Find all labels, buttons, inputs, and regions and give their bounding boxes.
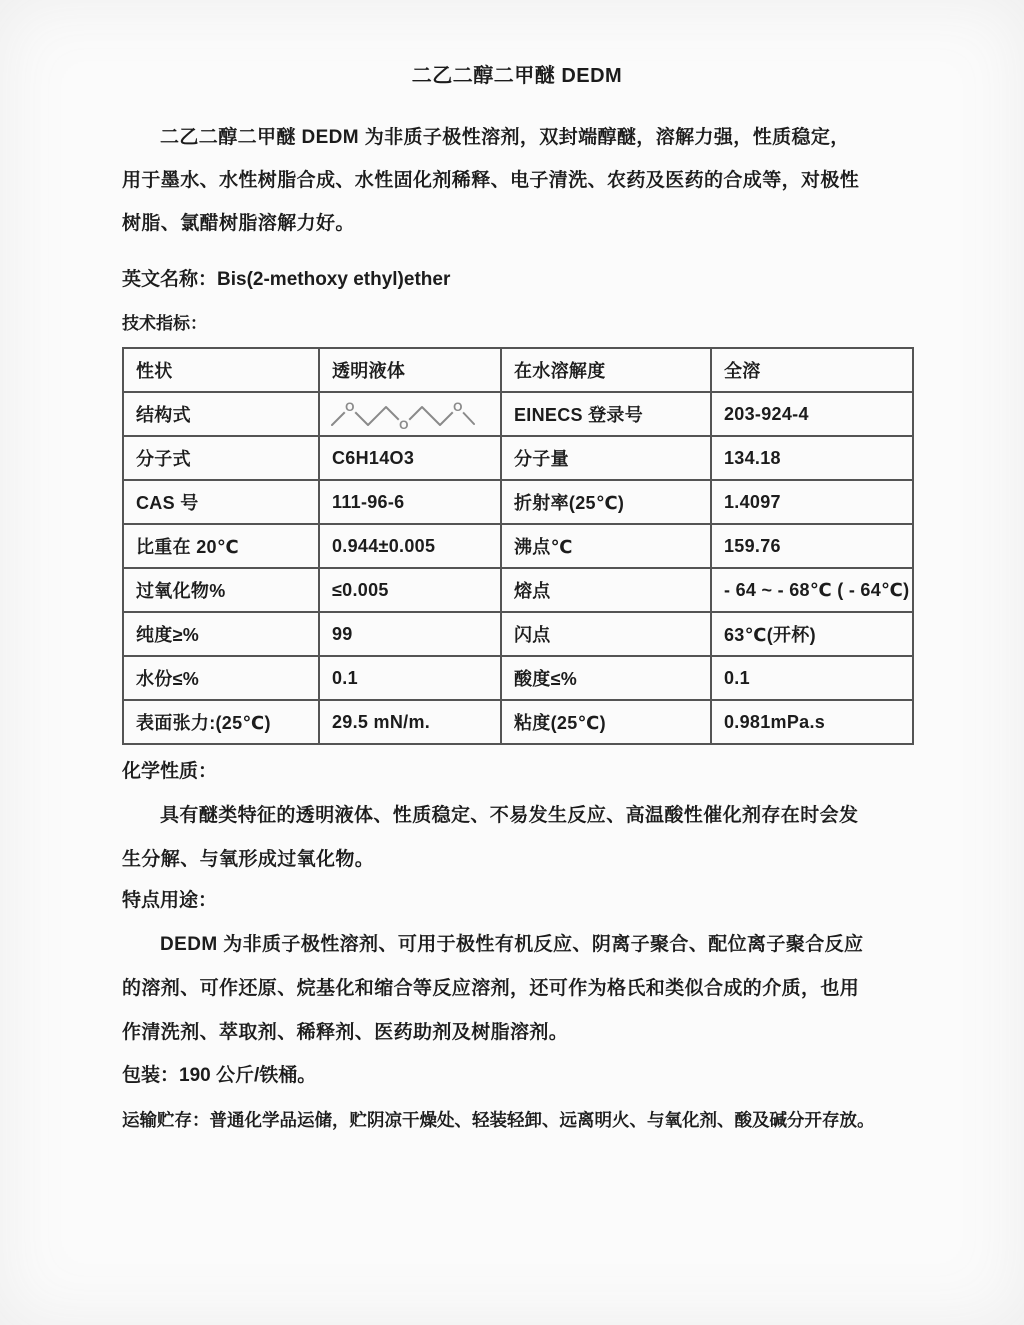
- chemical-properties-paragraph: [122, 794, 912, 882]
- spec-table: [122, 347, 914, 745]
- spec-value-cell: 159.76: [711, 524, 913, 568]
- spec-label-cell: 纯度≥%: [123, 612, 319, 656]
- table-row: [123, 612, 913, 656]
- chemical-properties-heading: 化学性质：: [122, 761, 218, 782]
- tech-spec-heading: 技术指标：: [122, 314, 207, 333]
- oxygen-atom-label: O: [399, 418, 409, 431]
- spec-value-cell: 全溶: [711, 348, 913, 392]
- table-row: [123, 568, 913, 612]
- spec-label-cell: 闪点: [501, 612, 711, 656]
- table-row: [123, 480, 913, 524]
- intro-line: 用于墨水、水性树脂合成、水性固化剂稀释、电子清洗、农药及医药的合成等，对极性: [122, 170, 860, 191]
- english-name-value: Bis(2-methoxy ethyl)ether: [217, 269, 451, 290]
- features-usage-heading: 特点用途：: [122, 890, 218, 911]
- packaging-line: 包装：190 公斤/铁桶。: [122, 1065, 317, 1086]
- spec-value-cell: 63℃(开杯): [711, 612, 913, 656]
- spec-value-cell: 0.1: [711, 656, 913, 700]
- spec-label-cell: 结构式: [123, 392, 319, 436]
- spec-value-cell: 29.5 mN/m.: [319, 700, 501, 744]
- spec-value-cell: 0.981mPa.s: [711, 700, 913, 744]
- spec-label-cell: 分子式: [123, 436, 319, 480]
- spec-label-cell: 酸度≤%: [501, 656, 711, 700]
- table-row: [123, 524, 913, 568]
- intro-line: 树脂、氯醋树脂溶解力好。: [122, 213, 355, 234]
- spec-value-cell: C6H14O3: [319, 436, 501, 480]
- spec-value-cell: - 64 ~ - 68℃ ( - 64℃): [711, 568, 913, 612]
- spec-label-cell: 在水溶解度: [501, 348, 711, 392]
- oxygen-atom-label: O: [453, 400, 463, 414]
- table-row: [123, 436, 913, 480]
- chem-props-line: 生分解、与氧形成过氧化物。: [122, 849, 375, 870]
- spec-value-cell: 203-924-4: [711, 392, 913, 436]
- table-row: [123, 656, 913, 700]
- spec-value-cell: ≤0.005: [319, 568, 501, 612]
- english-name-line: [122, 267, 912, 293]
- spec-value-cell: 0.944±0.005: [319, 524, 501, 568]
- page-title: 二乙二醇二甲醚 DEDM: [411, 65, 623, 87]
- spec-label-cell: 分子量: [501, 436, 711, 480]
- spec-label-cell: 粘度(25℃): [501, 700, 711, 744]
- spec-label-cell: 表面张力:(25℃): [123, 700, 319, 744]
- intro-paragraph: [122, 116, 912, 245]
- spec-label-cell: 沸点℃: [501, 524, 711, 568]
- spec-value-cell: 134.18: [711, 436, 913, 480]
- oxygen-atom-label: O: [345, 400, 355, 414]
- spec-value-cell: 111-96-6: [319, 480, 501, 524]
- chemical-structure-diagram: [326, 397, 476, 431]
- spec-label-cell: EINECS 登录号: [501, 392, 711, 436]
- chem-props-line: 具有醚类特征的透明液体、性质稳定、不易发生反应、高温酸性催化剂存在时会发: [160, 805, 859, 826]
- spec-label-cell: 比重在 20℃: [123, 524, 319, 568]
- spec-label-cell: 水份≤%: [123, 656, 319, 700]
- spec-value-cell: 1.4097: [711, 480, 913, 524]
- table-row: [123, 348, 913, 392]
- table-row: [123, 700, 913, 744]
- spec-value-cell: 0.1: [319, 656, 501, 700]
- transport-storage-line: 运输贮存：普通化学品运储，贮阴凉干燥处、轻装轻卸、远离明火、与氧化剂、酸及碱分开存放。: [122, 1110, 875, 1130]
- spec-label-cell: 熔点: [501, 568, 711, 612]
- spec-value-cell: 99: [319, 612, 501, 656]
- features-line: DEDM 为非质子极性溶剂、可用于极性有机反应、阴离子聚合、配位离子聚合反应: [160, 934, 864, 955]
- spec-label-cell: 折射率(25℃): [501, 480, 711, 524]
- spec-label-cell: 性状: [123, 348, 319, 392]
- features-line: 的溶剂、可作还原、烷基化和缩合等反应溶剂，还可作为格氏和类似合成的介质，也用: [122, 978, 860, 999]
- features-line: 作清洗剂、萃取剂、稀释剂、医药助剂及树脂溶剂。: [122, 1022, 569, 1043]
- english-name-label: 英文名称：: [122, 269, 218, 290]
- spec-label-cell: CAS 号: [123, 480, 319, 524]
- table-row: [123, 392, 913, 436]
- features-usage-paragraph: [122, 923, 912, 1055]
- intro-line: 二乙二醇二甲醚 DEDM 为非质子极性溶剂，双封端醇醚，溶解力强，性质稳定，: [160, 127, 850, 148]
- spec-value-cell: 透明液体: [319, 348, 501, 392]
- spec-label-cell: 过氧化物%: [123, 568, 319, 612]
- spec-value-cell: [319, 392, 501, 436]
